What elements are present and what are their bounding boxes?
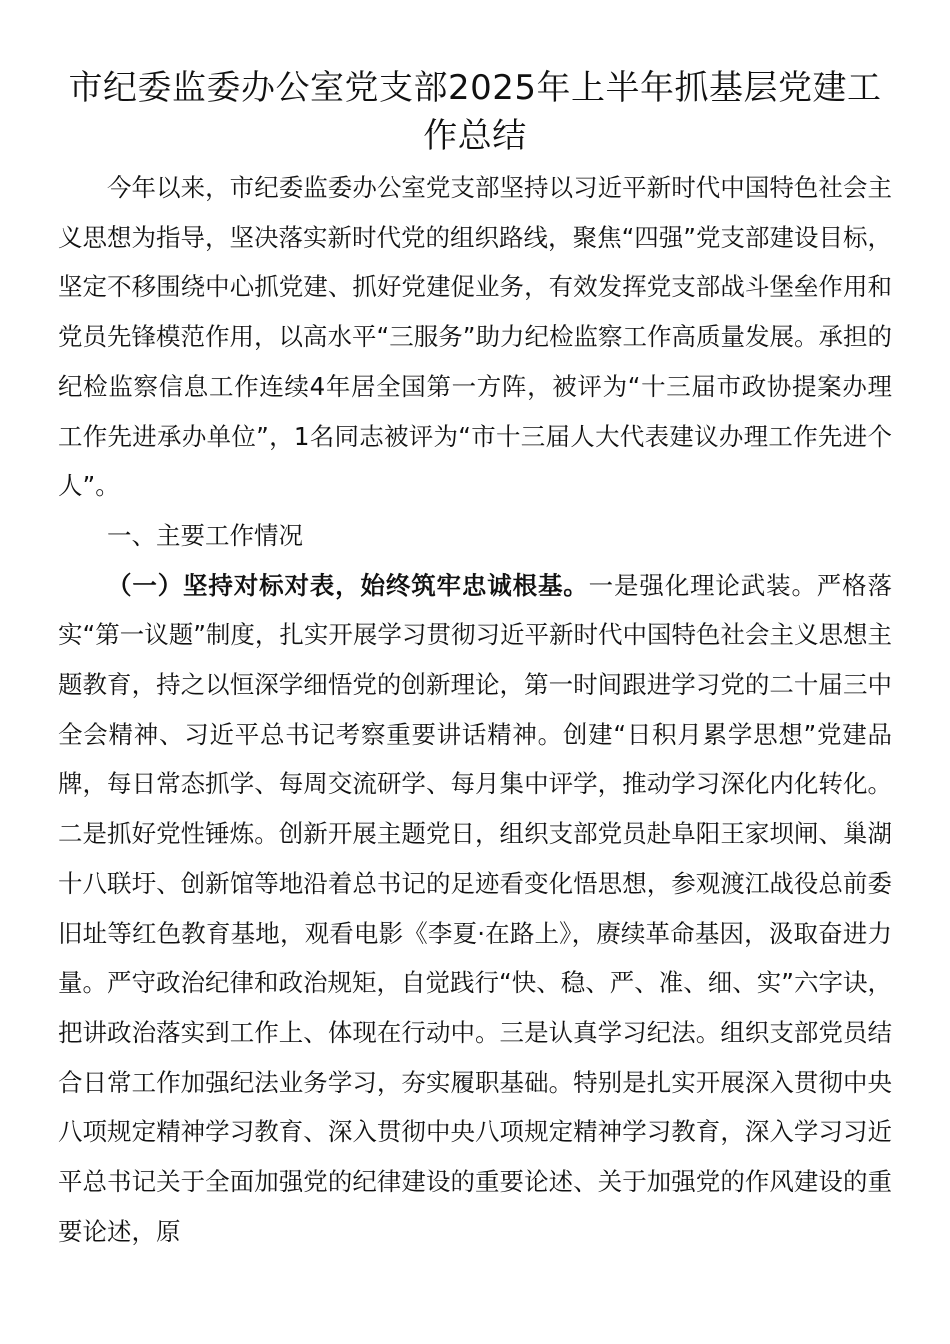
document-title: 市纪委监委办公室党支部2025年上半年抓基层党建工作总结: [68, 68, 882, 156]
document-body: [58, 163, 892, 1256]
subsection-paragraph: [58, 561, 892, 1257]
section-heading: 一、主要工作情况: [107, 520, 303, 550]
intro-paragraph: 今年以来，市纪委监委办公室党支部坚持以习近平新时代中国特色社会主义思想为指导，坚决落实新时代党的组织路线，聚焦“四强”党支部建设目标，坚定不移围绕中心抓党建、抓好党建促业务，有效发挥党支部战斗堡垒作用和党员先锋模范作用，以高水平“三服务”助力纪检监察工作高质量发展。承担的纪检监察信息工作连续4年居全国第一方阵，被评为“十三届市政协提案办理工作先进承办单位”，1名同志被评为“市十三届人大代表建议办理工作先进个人”。: [58, 173, 892, 501]
subsection-body: 一是强化理论武装。严格落实“第一议题”制度，扎实开展学习贯彻习近平新时代中国特色社会主义思想主题教育，持之以恒深学细悟党的创新理论，第一时间跟进学习党的二十届三中全会精神、习近平总书记考察重要讲话精神。创建“日积月累学思想”党建品牌，每日常态抓学、每周交流研学、每月集中评学，推动学习深化内化转化。二是抓好党性锤炼。创新开展主题党日，组织支部党员赴阜阳王家坝闸、巢湖十八联圩、创新馆等地沿着总书记的足迹看变化悟思想，参观渡江战役总前委旧址等红色教育基地，观看电影《李夏·在路上》，赓续革命基因，汲取奋进力量。严守政治纪律和政治规矩，自觉践行“快、稳、严、准、细、实”六字诀，把讲政治落实到工作上、体现在行动中。三是认真学习纪法。组织支部党员结合日常工作加强纪法业务学习，夯实履职基础。特别是扎实开展深入贯彻中央八项规定精神学习教育、深入贯彻中央八项规定精神学习教育，深入学习习近平总书记关于全面加强党的纪律建设的重要论述、关于加强党的作风建设的重要论述，原: [58, 570, 893, 1246]
subsection-heading: （一）坚持对标对表，始终筑牢忠诚根基。: [107, 570, 589, 600]
